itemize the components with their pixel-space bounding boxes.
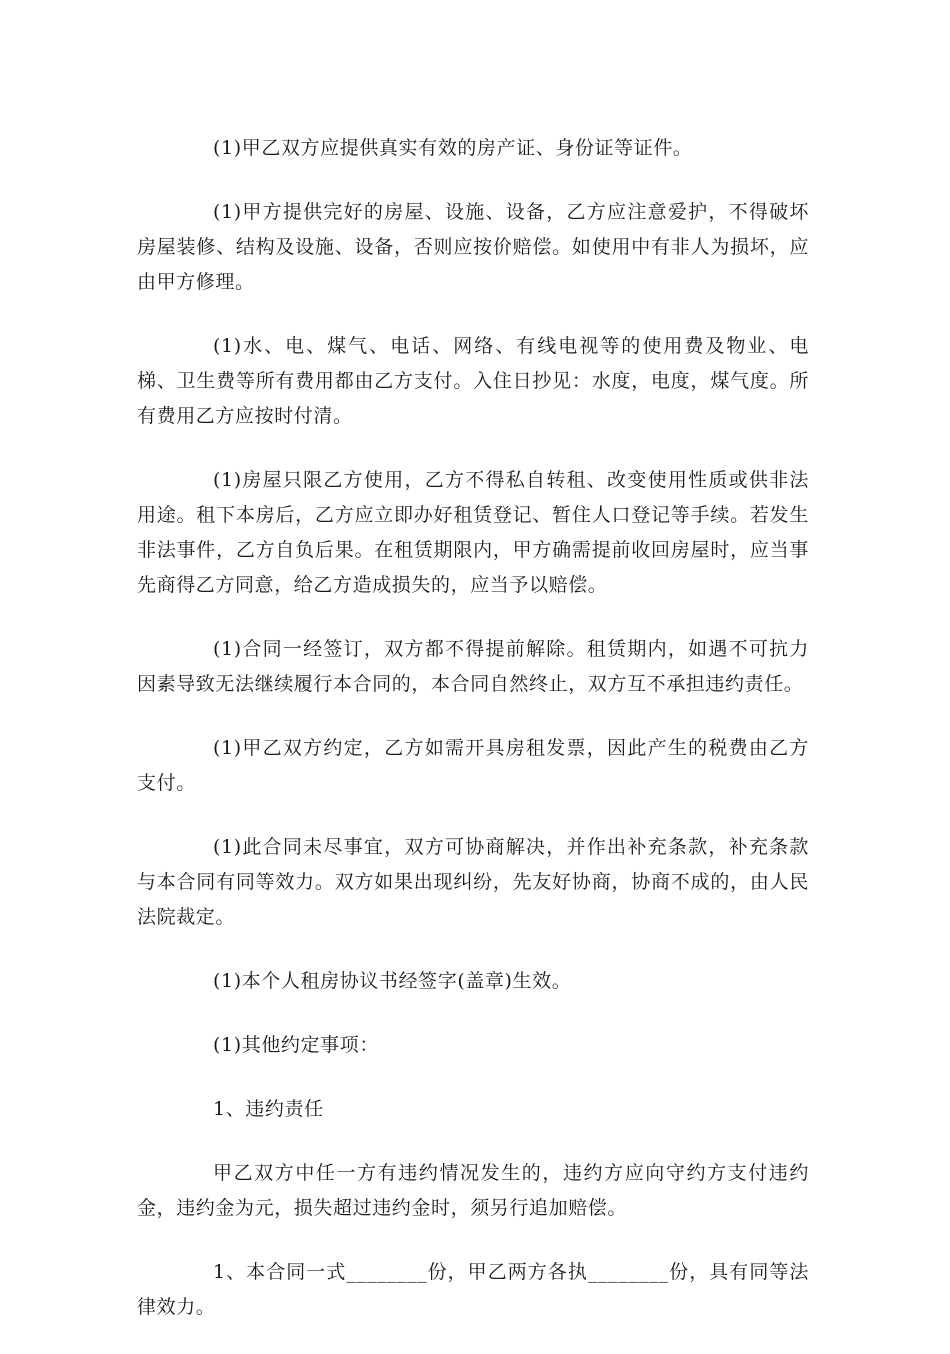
clause-facilities: (1)甲方提供完好的房屋、设施、设备，乙方应注意爱护，不得破坏房屋装修、结构及设施、设备，否则应按价赔偿。如使用中有非人为损坏，应由甲方修理。: [137, 201, 809, 293]
section-heading-breach: 1、违约责任: [213, 1098, 324, 1120]
clause-other-matters: (1)其他约定事项：: [213, 1034, 379, 1056]
clause-copies: 1、本合同一式________份，甲乙两方各执________份，具有同等法律效力。: [137, 1261, 809, 1318]
clause-breach-penalty: 甲乙双方中任一方有违约情况发生的，违约方应向守约方支付违约金，违约金为元，损失超过违约金时，须另行追加赔偿。: [137, 1162, 809, 1219]
clause-certificates: (1)甲乙双方应提供真实有效的房产证、身份证等证件。: [213, 137, 693, 159]
clause-usage: (1)房屋只限乙方使用，乙方不得私自转租、改变使用性质或供非法用途。租下本房后，乙方应立即办好租赁登记、暂住人口登记等手续。若发生非法事件，乙方自负后果。在租赁期限内，甲方确需提前收回房屋时，应当事先商得乙方同意，给乙方造成损失的，应当予以赔偿。: [137, 469, 809, 596]
clause-fees: (1)水、电、煤气、电话、网络、有线电视等的使用费及物业、电梯、卫生费等所有费用都由乙方支付。入住日抄见：水度，电度，煤气度。所有费用乙方应按时付清。: [137, 335, 809, 427]
clause-termination: (1)合同一经签订，双方都不得提前解除。租赁期内，如遇不可抗力因素导致无法继续履行本合同的，本合同自然终止，双方互不承担违约责任。: [137, 638, 809, 695]
document-body: [137, 131, 809, 1354]
clause-effective: (1)本个人租房协议书经签字(盖章)生效。: [213, 970, 572, 992]
clause-invoice: (1)甲乙双方约定，乙方如需开具房租发票，因此产生的税费由乙方支付。: [137, 737, 809, 794]
clause-disputes: (1)此合同未尽事宜，双方可协商解决，并作出补充条款，补充条款与本合同有同等效力。双方如果出现纠纷，先友好协商，协商不成的，由人民法院裁定。: [137, 836, 809, 928]
